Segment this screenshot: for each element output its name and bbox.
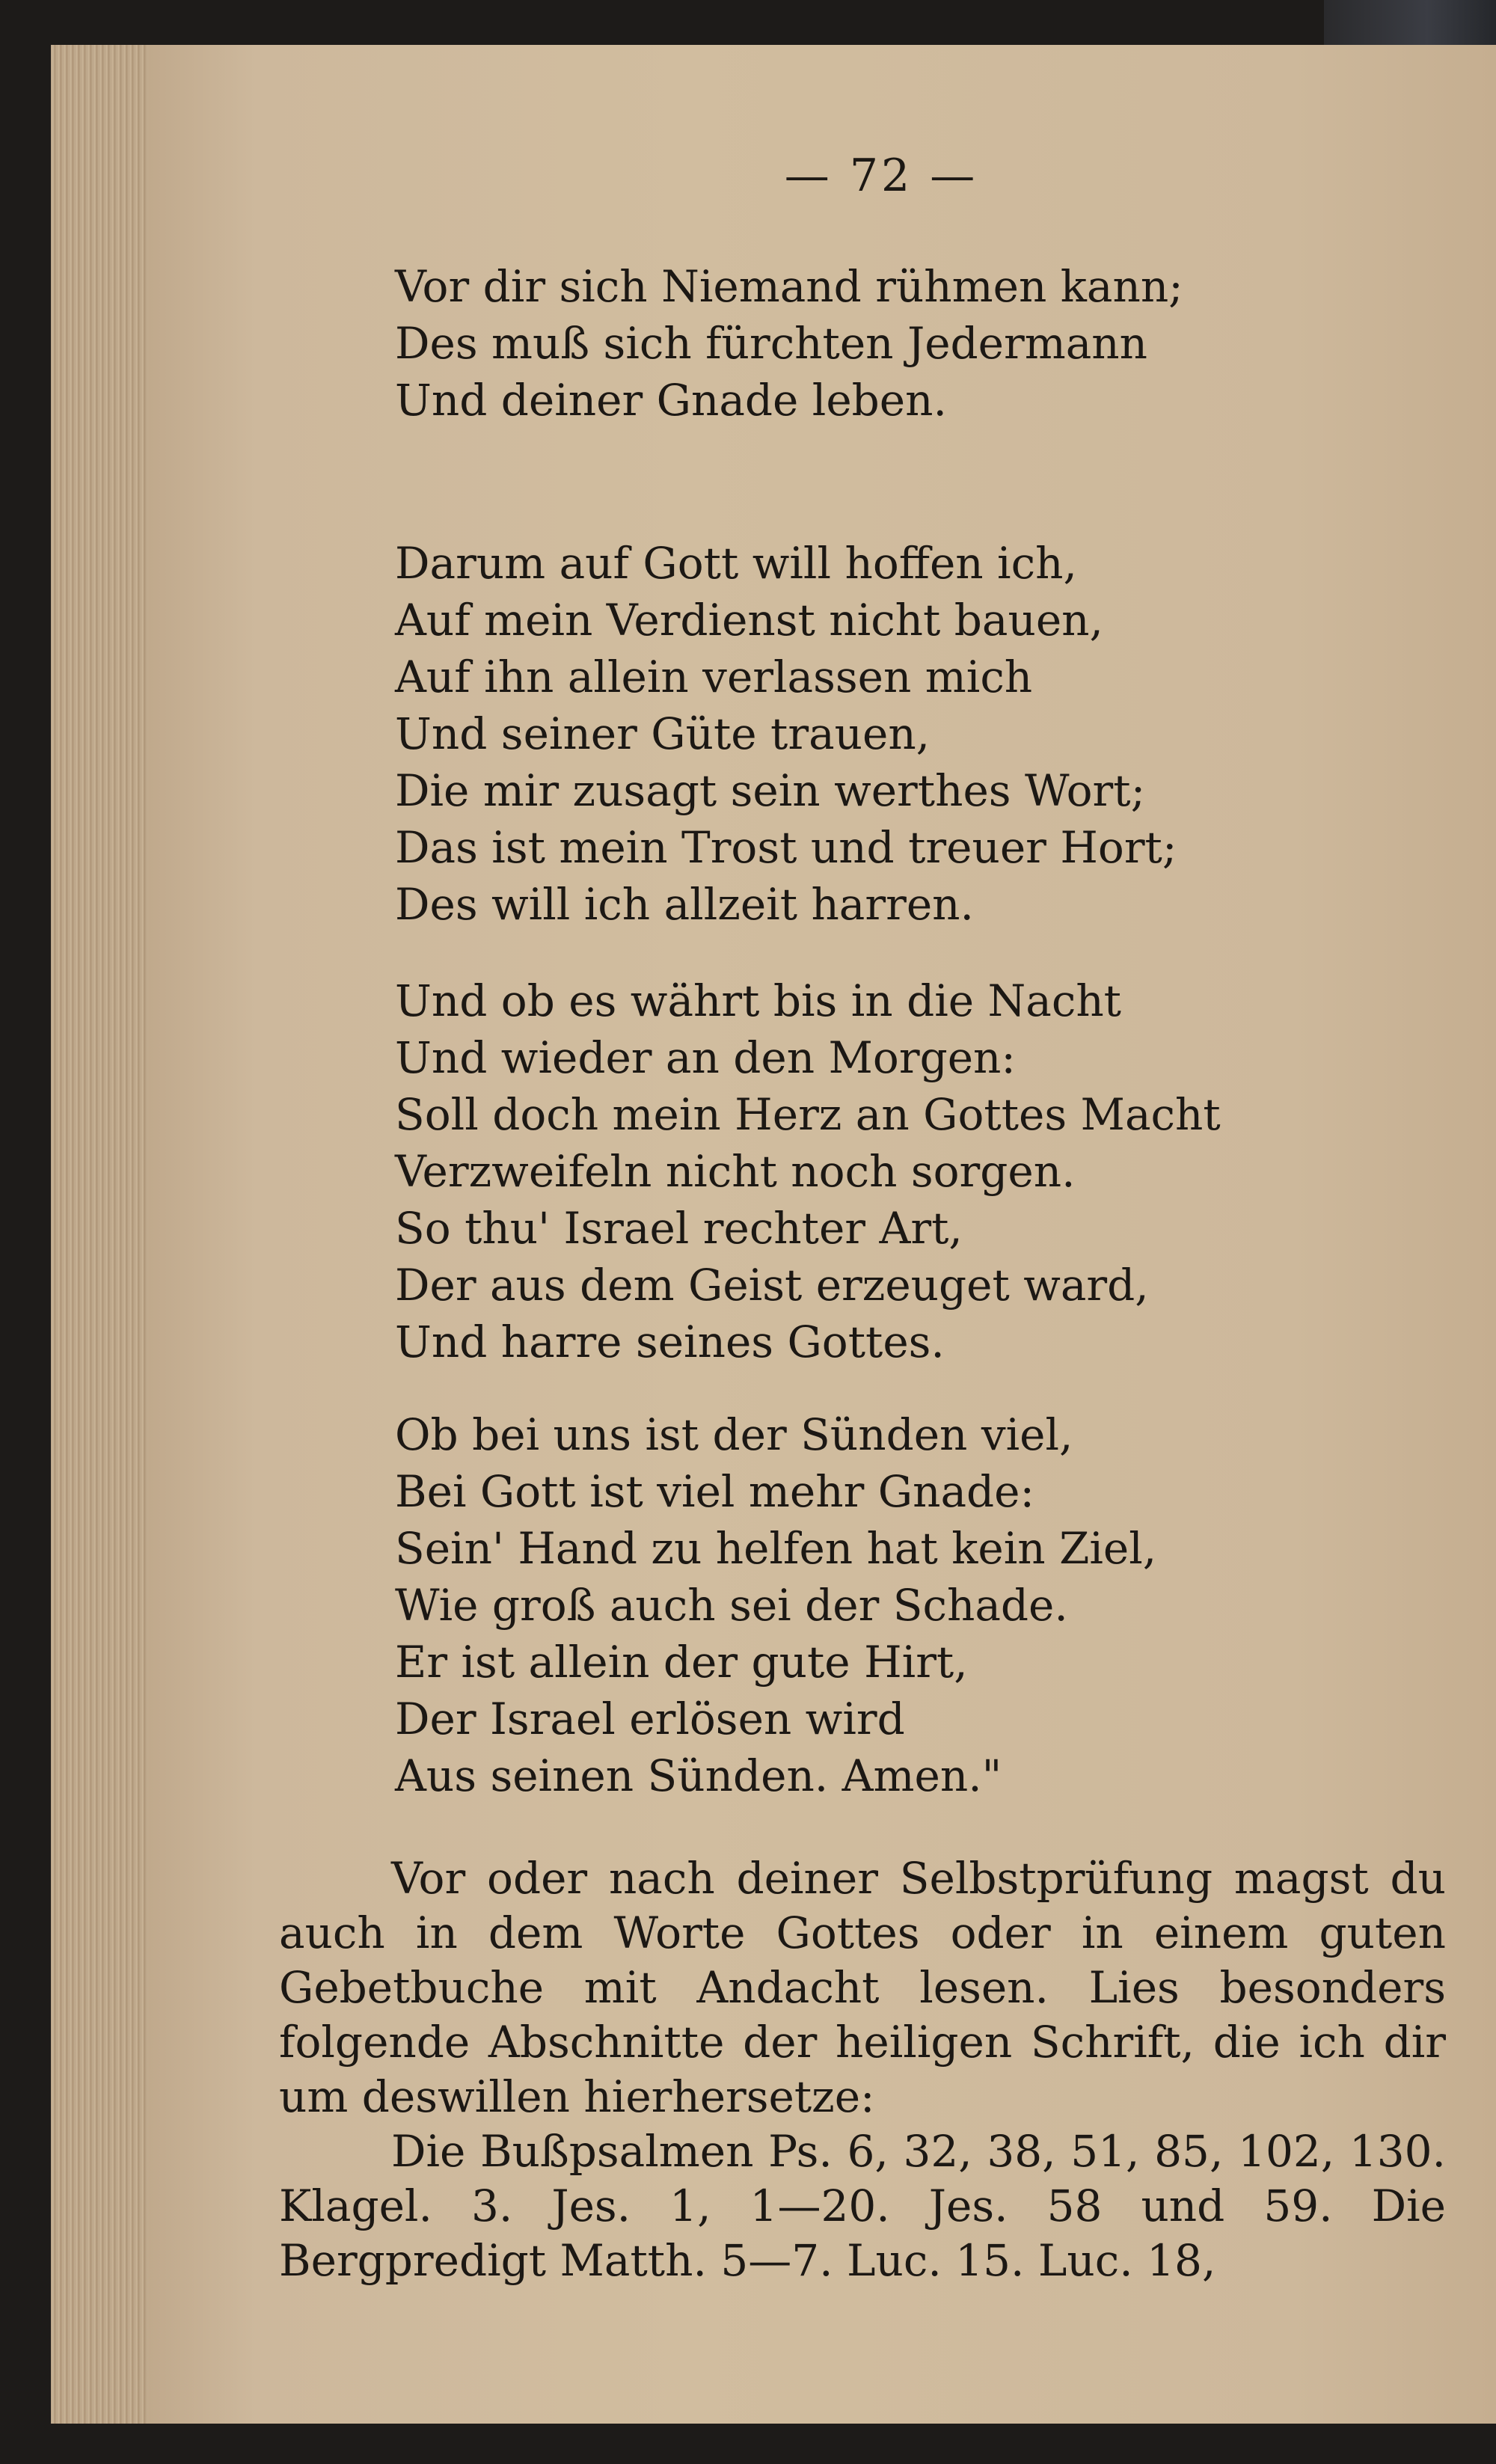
verse-line: Verzweifeln nicht noch sorgen. — [395, 1146, 1076, 1197]
verse-line: Aus seinen Sünden. Amen." — [395, 1750, 1002, 1801]
verse-line: Ob bei uns ist der Sünden viel, — [395, 1409, 1073, 1460]
stanza-3 — [395, 972, 1221, 1370]
verse-line: Darum auf Gott will hoffen ich, — [395, 538, 1077, 589]
verse-line: Und harre seines Gottes. — [395, 1317, 945, 1367]
verse-line: Des will ich allzeit harren. — [395, 879, 974, 930]
verse-line: Der aus dem Geist erzeuget ward, — [395, 1260, 1149, 1311]
prose-section — [279, 1851, 1446, 2288]
verse-line: Und ob es währt bis in die Nacht — [395, 975, 1121, 1026]
prose-paragraph: Vor oder nach deiner Selbstprüfung magst du auch in dem Worte Gottes oder in einem guten Gebetbuche mit Andacht lesen. Lies besonders folgende Abschnitte der heiligen Schrift, die ich dir um deswillen hierhersetze: — [279, 1853, 1446, 2122]
verse-line: Und wieder an den Morgen: — [395, 1032, 1016, 1083]
stanza-4 — [395, 1406, 1156, 1804]
verse-line: So thu' Israel rechter Art, — [395, 1203, 963, 1254]
verse-line: Und seiner Güte trauen, — [395, 708, 931, 759]
verse-line: Der Israel erlösen wird — [395, 1694, 905, 1744]
stanza-1 — [395, 258, 1183, 429]
verse-line: Auf mein Verdienst nicht bauen, — [395, 595, 1103, 646]
verse-line: Bei Gott ist viel mehr Gnade: — [395, 1466, 1035, 1517]
page-number: — 72 — — [784, 150, 978, 202]
verse-line: Des muß sich fürchten Jedermann — [395, 318, 1147, 369]
prose-paragraph: Die Bußpsalmen Ps. 6, 32, 38, 51, 85, 102, 130. Klagel. 3. Jes. 1, 1—20. Jes. 58 und 59. Die Bergpredigt Matth. 5—7. Luc. 15. Luc. 18, — [279, 2126, 1446, 2286]
book-page — [148, 45, 1496, 2424]
page-edges — [51, 45, 148, 2424]
verse-line: Und deiner Gnade leben. — [395, 375, 947, 426]
verse-line: Sein' Hand zu helfen hat kein Ziel, — [395, 1523, 1157, 1574]
book-page-block — [51, 45, 1496, 2424]
verse-line: Wie groß auch sei der Schade. — [395, 1580, 1068, 1631]
verse-line: Auf ihn allein verlassen mich — [395, 652, 1033, 702]
verse-line: Die mir zusagt sein werthes Wort; — [395, 765, 1146, 816]
verse-line: Das ist mein Trost und treuer Hort; — [395, 822, 1177, 873]
verse-line: Vor dir sich Niemand rühmen kann; — [395, 261, 1183, 312]
verse-line: Soll doch mein Herz an Gottes Macht — [395, 1089, 1221, 1140]
verse-line: Er ist allein der gute Hirt, — [395, 1637, 968, 1688]
stanza-2 — [395, 535, 1177, 933]
